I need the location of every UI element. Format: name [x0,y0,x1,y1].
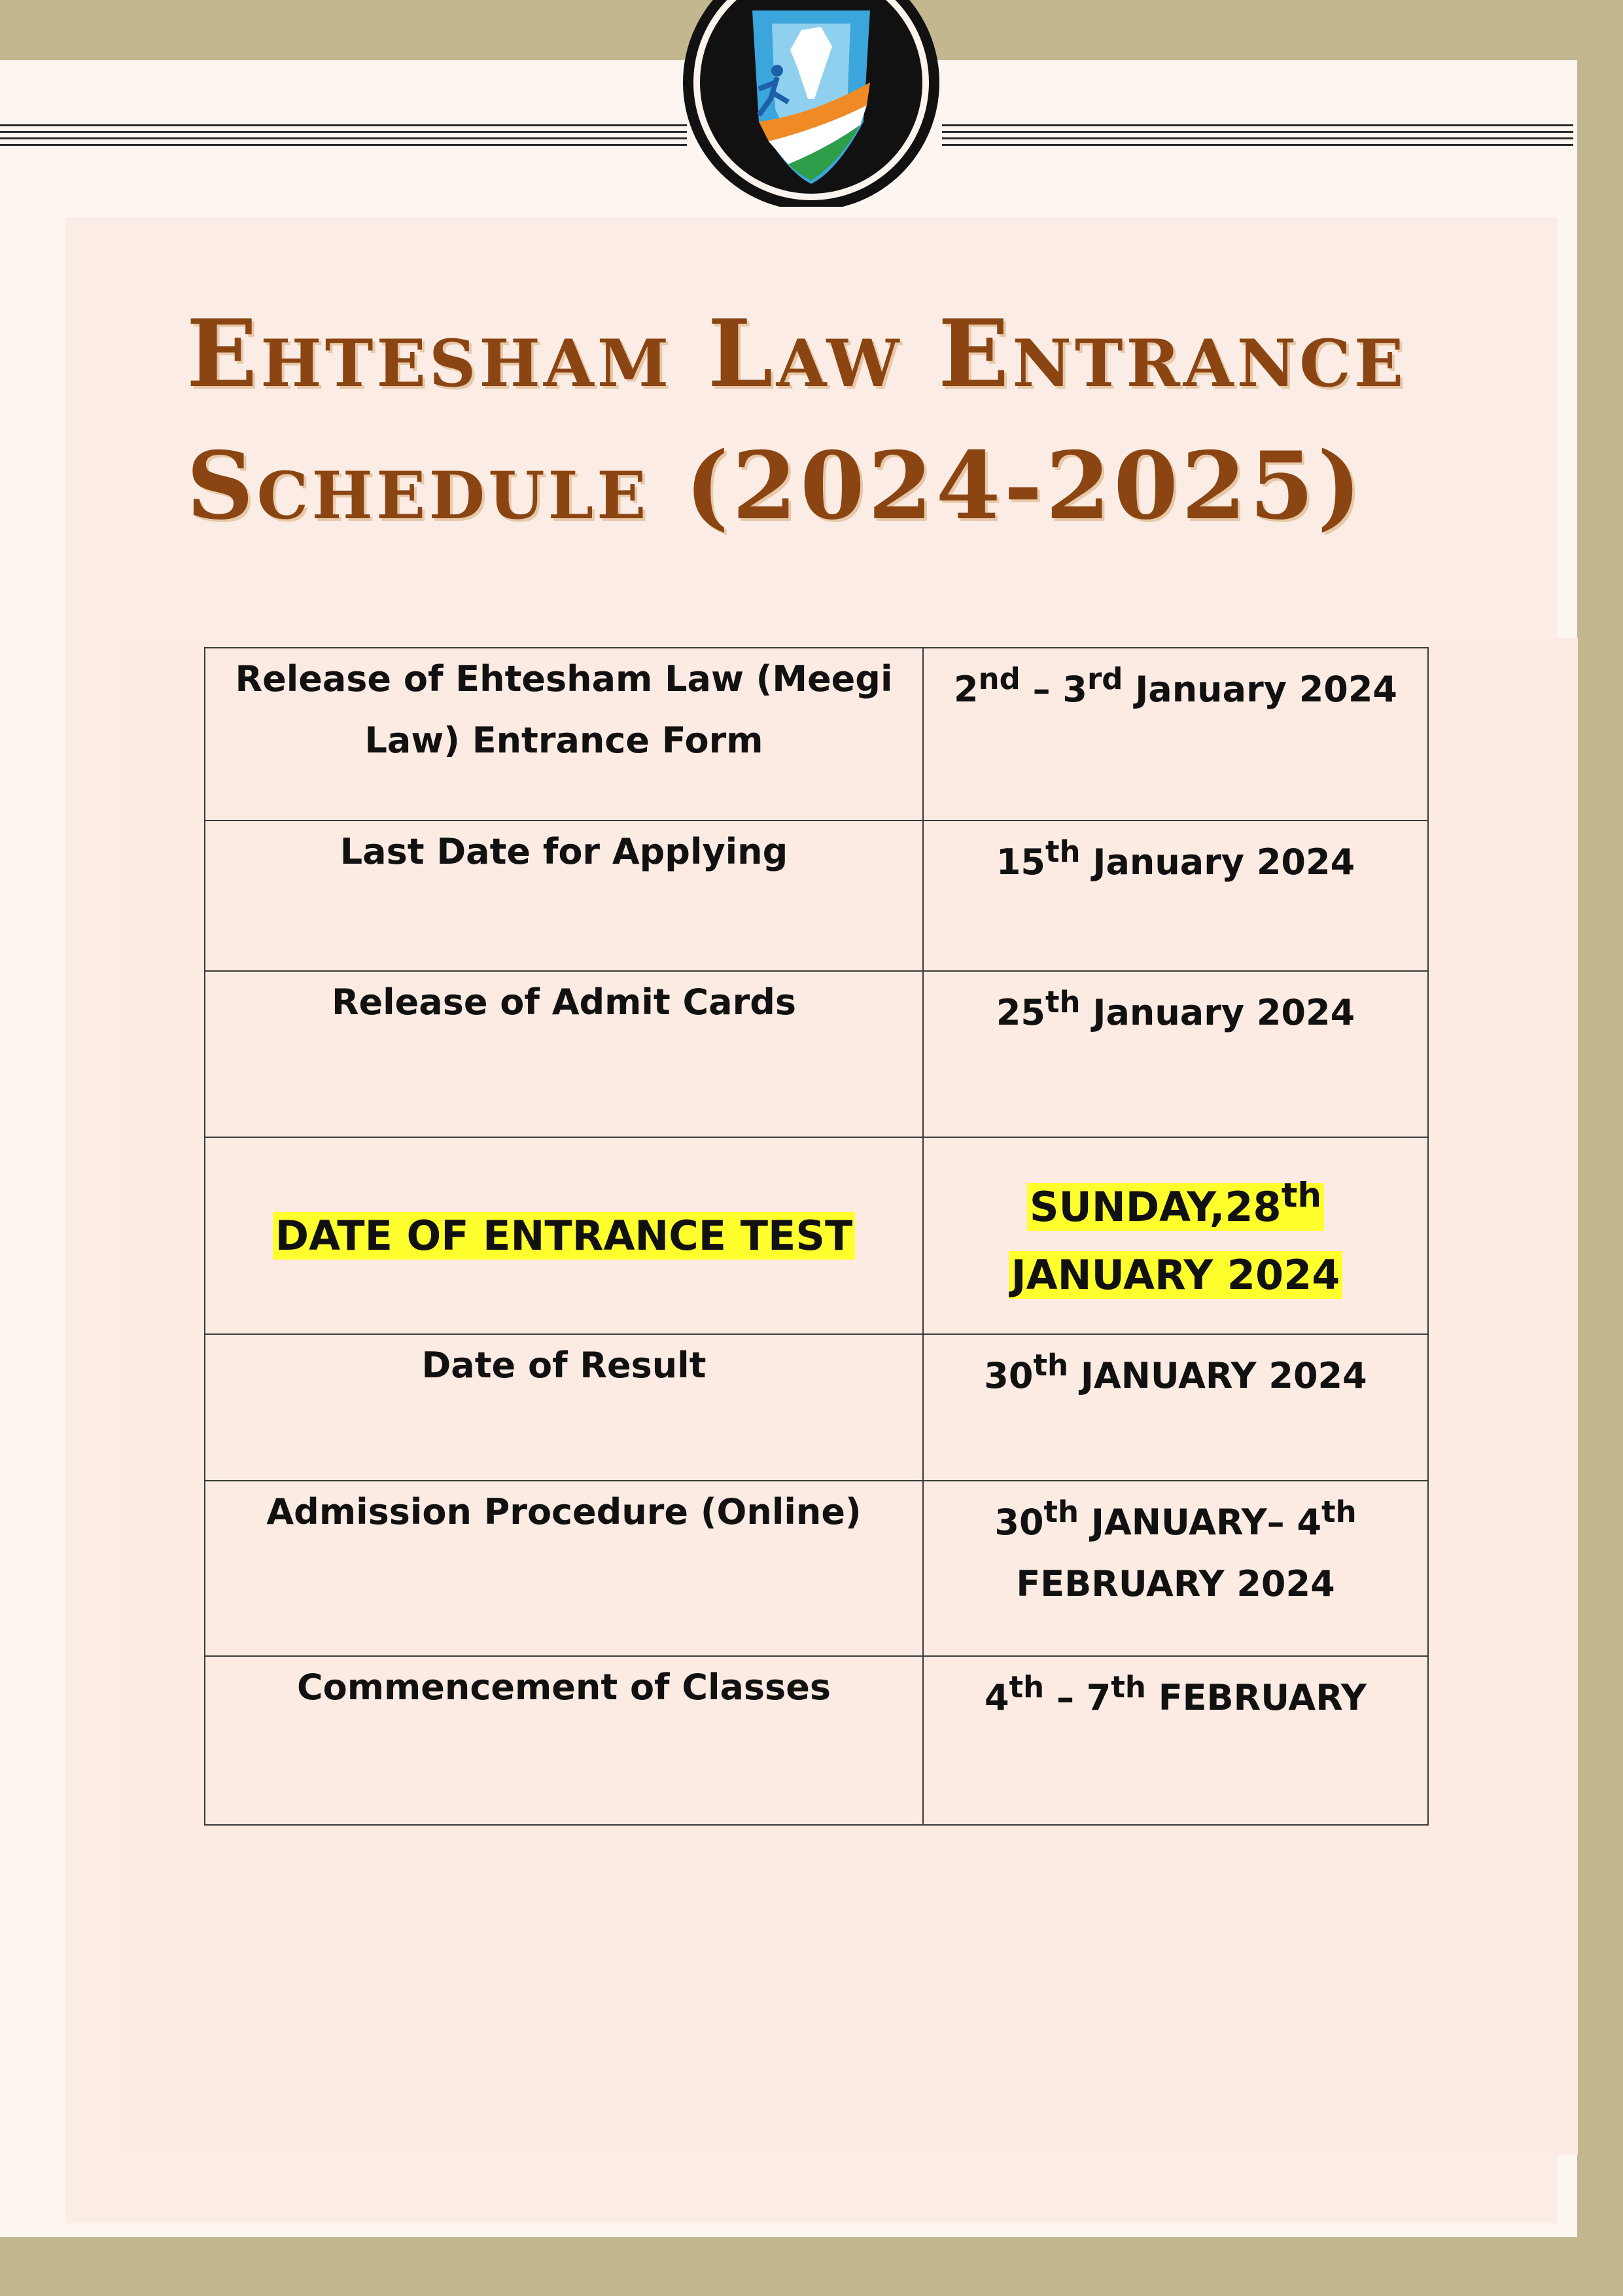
table-row [205,648,1428,821]
date-cell: 25th January 2024 [923,971,1428,1137]
entrance-test-label: DATE OF ENTRANCE TEST [273,1212,856,1260]
date-cell: 2nd – 3rd January 2024 [923,648,1428,821]
event-label: Admission Procedure (Online) [266,1491,862,1532]
event-cell [205,1656,923,1825]
event-cell [205,1334,923,1481]
event-label: Release of Ehtesham Law (Meegi Law) Entrance Form [235,658,893,761]
event-cell [205,1137,923,1334]
event-label: Date of Result [421,1345,707,1386]
event-cell [205,971,923,1137]
table-row [205,1656,1428,1825]
date-cell: 30th JANUARY– 4th FEBRUARY 2024 [923,1481,1428,1656]
table-row [205,971,1428,1137]
decorative-lines-left [0,124,687,161]
event-label: Commencement of Classes [297,1667,831,1708]
schedule-table [204,647,1429,1826]
table-row [205,1137,1428,1334]
date-cell: 4th – 7th FEBRUARY [923,1656,1428,1825]
date-cell: SUNDAY,28th JANUARY 2024 [923,1137,1428,1334]
decorative-lines-right [942,124,1573,161]
institute-shield-logo-icon [680,0,942,207]
date-cell: 15th January 2024 [923,821,1428,971]
event-cell [205,1481,923,1656]
table-row [205,1334,1428,1481]
page-title [186,288,1495,552]
date-cell: 30th JANUARY 2024 [923,1334,1428,1481]
title-line-2: Schedule (2024-2025) [186,432,1365,540]
event-label: Release of Admit Cards [331,981,797,1023]
title-line-1: Ehtesham Law Entrance [186,300,1407,408]
table-row [205,1481,1428,1656]
event-cell [205,648,923,821]
event-cell [205,821,923,971]
event-label: Last Date for Applying [340,831,788,872]
table-row [205,821,1428,971]
